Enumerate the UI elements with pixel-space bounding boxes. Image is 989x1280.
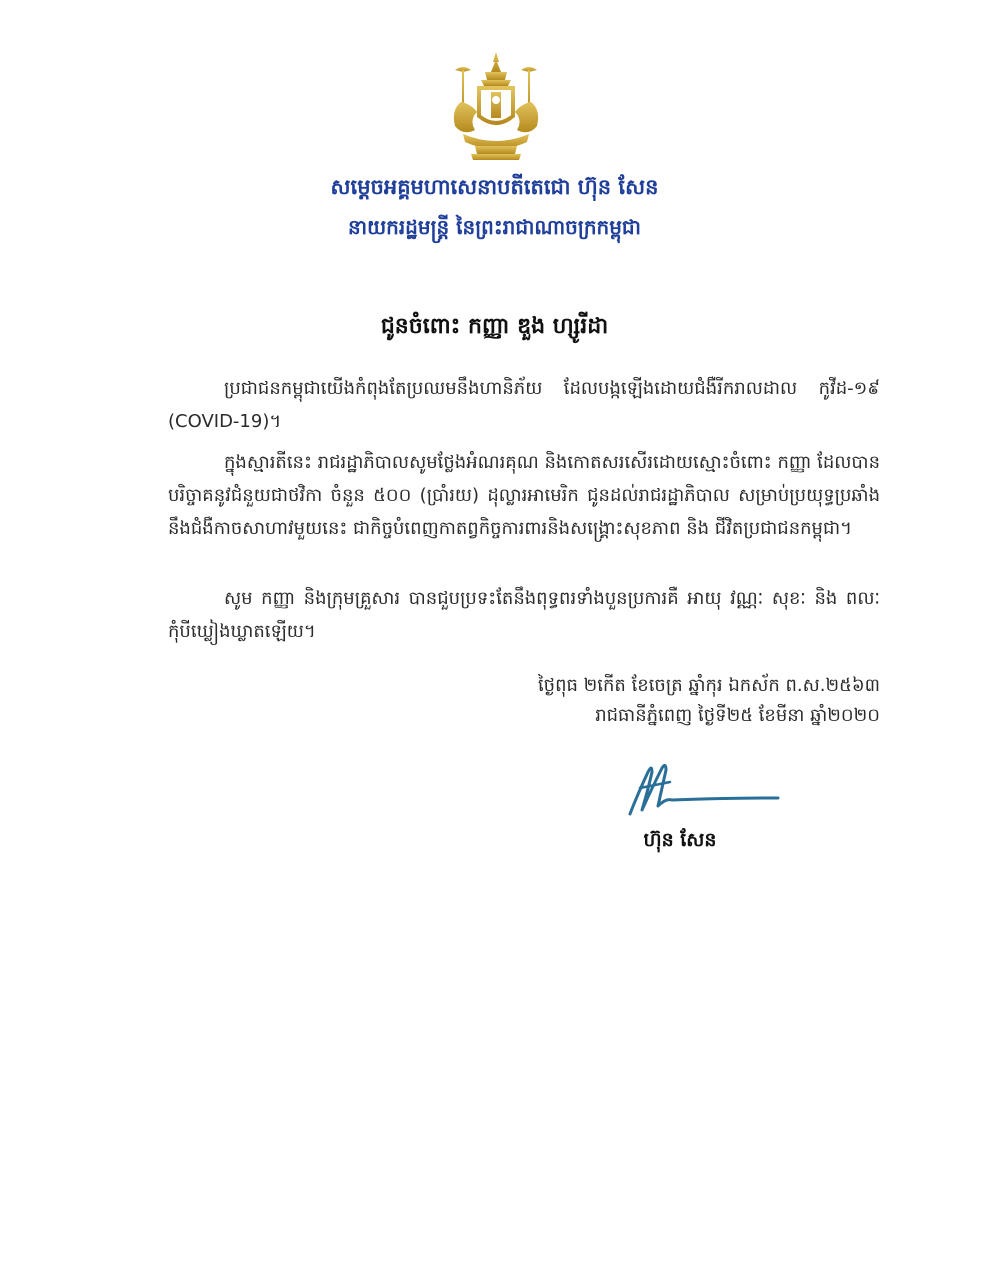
lunar-date: ថ្ងៃពុធ ២កើត ខែចេត្រ ឆ្នាំកុរ ឯកស័ក ព.ស.២៥៦៣ [537, 675, 880, 696]
signer-name: ហ៊ុន សែន [643, 829, 717, 851]
letter-paragraph-2: ក្នុងស្មារតីនេះ រាជរដ្ឋាភិបាលសូមថ្លែងអំណរគុណ និងកោតសរសើរដោយស្មោះចំពោះ កញ្ញា ដែលបានបរិច្ចាគនូវជំនួយជាថវិកា ចំនួន ៥០០ (ប្រាំរយ) ដុល្លារអាមេរិក ជូនដល់រាជរដ្ឋាភិបាល សម្រាប់ប្រយុទ្ធប្រឆាំងនឹងជំងឺកាចសាហាវមួយនេះ ជាកិច្ចបំពេញកាតព្វកិច្ចការពារនិងសង្គ្រោះសុខភាព និង ជីវិតប្រជាជនកម្ពុជា។ [168, 452, 880, 539]
letter-paragraph-3: សូម កញ្ញា និងក្រុមគ្រួសារ បានជួបប្រទះតែនឹងពុទ្ធពរទាំងបួនប្រការគឺ អាយុ វណ្ណៈ សុខៈ និង ពលៈ កុំបីឃ្លៀងឃ្លាតឡើយ។ [168, 588, 880, 642]
recipient-salutation: ជូនចំពោះ កញ្ញា ឌួង ហ្សូរីដា [380, 314, 609, 339]
handwritten-signature-icon [622, 758, 782, 828]
royal-coat-of-arms-icon [441, 50, 551, 162]
sender-title: សម្តេចអគ្គមហាសេនាបតីតេជោ ហ៊ុន សែន [330, 175, 659, 199]
sender-position: នាយករដ្ឋមន្ត្រី នៃព្រះរាជាណាចក្រកម្ពុជា [348, 215, 641, 239]
letter-paragraph-1: ប្រជាជនកម្ពុជាយើងកំពុងតែប្រឈមនឹងហានិភ័យ ដែលបង្កឡើងដោយជំងឺរីករាលដាល កូវីដ-១៩ (COVID-19)។ [168, 378, 880, 432]
solar-date: រាជធានីភ្នំពេញ ថ្ងៃទី២៥ ខែមីនា ឆ្នាំ២០២០ [595, 705, 880, 726]
